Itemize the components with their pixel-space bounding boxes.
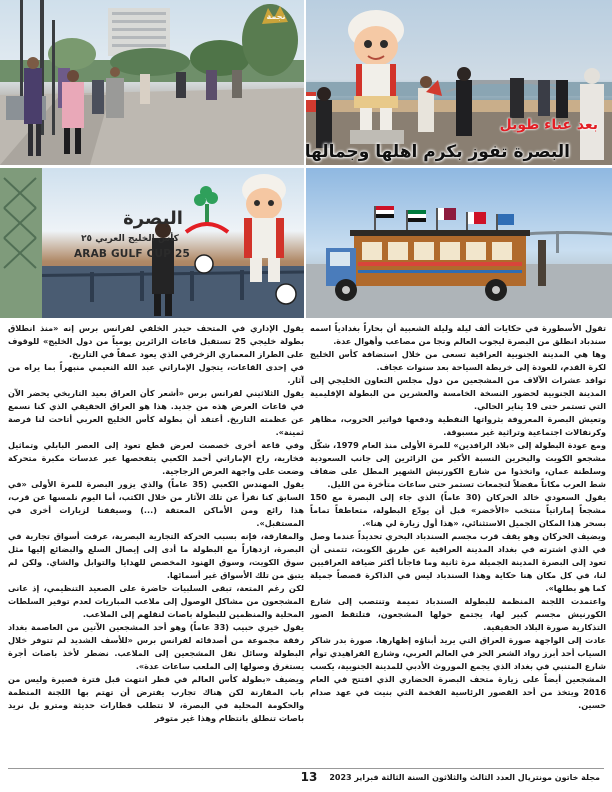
- paragraph: ويضيف الحركان وهو يقف قرب مجسم السندباد البحري تحديداً عندما وصل في الذي اشترته في بغداد المدينة العراقية عن طريق الكويت، تتمنى أن تعود إلى البصرة المدينة الجميلة مرة ثانية وما فاجأنا أكثر ضيافة العراقيين لنا، في كل مكان هنا حكاية وهذا السندباد ليس في الذاكرة قصصاً جميلة كما هو بطلها».: [310, 531, 606, 593]
- paragraph: تقول الأسطورة في حكايات ألف ليلة وليلة الشعبية أن بحاراً بغدادياً اسمه سندباد انطلق من البصرة ليجوب العالم ونجا من مصاعب وأهوال عدة.: [310, 323, 606, 346]
- paragraph: ومع عودة البطولة إلى «بلاد الرافدين» للمرة الأولى منذ العام 1979، شكّل مشجعو الكويت والبحرين النسبة الأكبر من الزائرين إلى جانب السعودية وسلطنة عمان، واتخذوا من شارع الكورنيش الشهير المطل على ضفاف شط العرب مكاناً مفضلاً لتجمعات تستمر حتى ساعات متأخرة من الليل.: [310, 440, 606, 489]
- watermark-text: نجمة: [266, 12, 286, 21]
- paragraph: والمفارقة، فإنه بسبب الحركة التجارية البصرية، عرفت أسواق تجارية في البصرة، ازدهاراً مع البطولة ما أدى إلى إيصال السلع والبضائع إليها مثل سوق الكويت، وسوق الهنود المخصص للهدايا والتوابل والشاي. ولكن لم يتبق من تلك الأسواق غير أسمائها.: [8, 531, 304, 580]
- paragraph: وها هي المدينة الجنوبية العراقية تسعى من خلال استضافة كأس الخليج لكرة القدم، للعودة إلى خريطة السياحة بعد سنوات عجاف.: [310, 349, 606, 372]
- paragraph: يقول خيري حبيب (33 عاماً) وهو أحد المشجعين الآتين من العاصمة بغداد رفقة مجموعة من أصدقائه لفرانس برس «للأسف الشديد لم تتوفر خلال البطولة وسائل نقل المشجعين إلى الملاعب. نضطر لأخذ باصات أجرة يستغرق وصولها إلى الملعب ساعات عدة».: [8, 622, 304, 671]
- paragraph: ويضيف «بطولة كأس العالم في قطر انتهت قبل فترة قصيرة وليس من باب المقارنة لكن هناك تجارب يفترض أن تهتم بها اللجنة المنظمة والحكومة المحلية في البصرة، لا تتطلب قطارات حديثة ومترو بل نريد باصات تنطلق بانتظام وهذا غير متوفر: [8, 674, 304, 723]
- article-column-left: [8, 322, 304, 764]
- photo-sindbad-statue: [306, 0, 612, 165]
- logo-city-name: البصرة: [123, 208, 183, 229]
- logo-cup-arabic: كأس الخليج العربي ٢٥: [81, 234, 179, 244]
- paragraph: لكن رغم المتعة، تبقى السلبيات حاضرة على الصعيد التنظيمي، إذ عانى المشجعون من مشاكل الوصول إلى ملاعب المباريات لعدم توفير السلطات المحلية والمنظمين للبطولة باصات لنقلهم إلى الملاعب.: [8, 583, 304, 619]
- paragraph: يقول السعودي خالد الحركان (30 عاماً) الذي جاء إلى البصرة مع 150 مشجعاً إماراتياً منتخب «الأخضر» قبل أن يودّع البطولة، متعاطفاً تماماً بسحر هذا المكان الجميل الاستثنائي، «هذا أول زيارة لي هنا».: [310, 492, 606, 528]
- page-number: 13: [300, 770, 318, 784]
- watermark-logo: [258, 4, 294, 30]
- headline-byline: بعد عناء طويل: [499, 117, 598, 133]
- paragraph: يقول الثلاثيني لفرانس برس «أشعر كأن العراق بعيد التاريخي يحضر الآن في قاعات العرض هذه من جديد. هذا هو العراق الحقيقي الذي كنا نسمع عن عظمته التاريخ. أعتقد أن بطولة كأس الخليج العربي أتاحت لنا فرصة ثمينة».: [8, 388, 304, 437]
- paragraph: عادت إلى الواجهة صورة العراق التي يريد أبناؤه إظهارها. صورة بدر شاكر السياب أحد أبرز رواد الشعر الحر في العالم العربي، وشارع الفراهيدي توأم شارع المتنبي في بغداد الذي يجمع الموروث الأدبي للمدينة الجنوبية، يكسب المشجعين أيضاً على زيارة متحف البصرة الحضاري الذي افتتح في العام 2016 ويتخذ من أحد القصور الرئاسية الفخمة التي بنيت في عهد صدام حسين.: [310, 635, 606, 710]
- photo-vintage-bus: [306, 168, 612, 318]
- paragraph: في إحدى القاعات، يتجول الإماراتي عبد الله النعيمي منبهراً بما يراه من آثار.: [8, 362, 304, 385]
- photo-gulf-cup-banner: [0, 168, 304, 318]
- paragraph: واعتمدت اللجنة المنظمة للبطولة السندباد تميمة وتنتصب إلى شارع الكورنيش مجسم كبير لها، يجتمع حولها المشجعون، فتلتقط الصور التذكارية صورة البلاد الحقيقية.: [310, 596, 606, 632]
- article-column-right: [310, 322, 606, 764]
- photo-promenade: [0, 0, 304, 165]
- paragraph: يقول الإداري في المتحف حيدر الخلفي لفرانس برس إنه «منذ انطلاق بطولة خليجي 25 تستقبل قاعات الزائرين يومياً من دول الخليج» للوقوف على الطراز المعماري الزخرفي الذي يعود عمقاً في التاريخ.: [8, 323, 304, 359]
- headline-title: البصرة تفوز بكرم اهلها وجمالها: [304, 142, 570, 162]
- paragraph: وتعيش البصرة المعروفة بثرواتها النفطية ودفعها فواتير الحروب، مظاهر وكرنفالات اجتماعية وتراثية غير مسبوقة.: [310, 414, 606, 437]
- footer-line: مجلة خاتون مونتريال العدد الثالث والثلاثون السنة الثالثة فبراير 2023: [329, 773, 600, 782]
- paragraph: وفي قاعة أخرى خصصت لعرض قطع تعود إلى العصر البابلي وتماثيل فخارية، راح الإماراتي أحمد الكعبي يتفحصها عبر عدسات مكبرة متحركة وضعت على واجهة العرض الزجاجية.: [8, 440, 304, 476]
- footer-rule: [8, 768, 604, 769]
- paragraph: توافد عشرات الآلاف من المشجعين من دول مجلس التعاون الخليجي إلى المدينة الجنوبية لحضور النسخة الخامسة والعشرين من البطولة الإقليمية التي تستمر حتى 19 يناير الحالي.: [310, 375, 606, 411]
- logo-cup-english: ARAB GULF CUP 25: [73, 248, 191, 260]
- paragraph: يقول المهندس الكعبي (35 عاماً) والذي يزور البصرة للمرة الأولى «في السابق كنا نقرأ عن تلك الآثار من خلال الكتب، أما اليوم نلمسها عن قرب، هذا رائع ومن الأماكن المعتقة (...) وسيفقنا لزيارات أخرى في المستقبل».: [8, 479, 304, 528]
